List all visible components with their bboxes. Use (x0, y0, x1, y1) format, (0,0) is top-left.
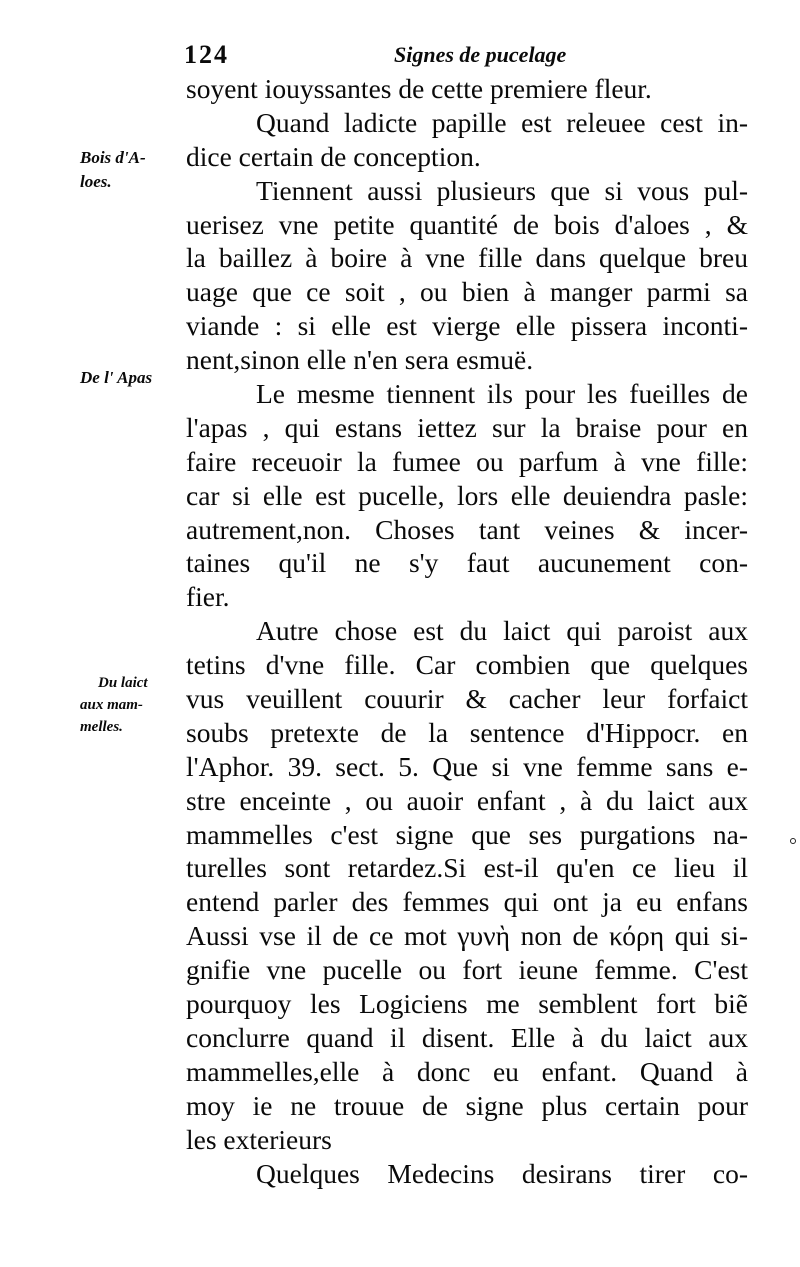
text-line: tetins d'vne fille. Car combien que quelques (186, 649, 748, 681)
text-line: vus veuillent couurir & cacher leur forfaict (186, 683, 748, 715)
text-line: Le mesme tiennent ils pour les fueilles de (256, 378, 748, 410)
text-line: autrement,non. Choses tant veines & incer- (186, 513, 748, 545)
text-line: pourquoy les Logiciens me semblent fort biẽ (186, 988, 748, 1020)
text-line: uerisez vne petite quantité de bois d'aloes , & (186, 208, 748, 240)
margin-note-line: Bois d'A- (80, 148, 146, 167)
text-line: moy ie ne trouue de signe plus certain pour (186, 1089, 748, 1121)
text-line: viande : si elle est vierge elle pissera inconti- (186, 310, 748, 342)
text-line: les exterieurs (186, 1123, 332, 1155)
text-line: dice certain de conception. (186, 140, 481, 172)
text-line: soubs pretexte de la sentence d'Hippocr. en (186, 716, 748, 748)
text-line: Aussi vse il de ce mot γυνὴ non de κόρη qui si- (186, 920, 748, 952)
text-line: car si elle est pucelle, lors elle deuiendra pasle: (186, 479, 748, 511)
paper-speck (790, 838, 796, 844)
text-line: taines qu'il ne s'y faut aucunement con- (186, 547, 748, 579)
text-line: stre enceinte , ou auoir enfant , à du laict aux (186, 784, 748, 816)
margin-note-line: melles. (80, 719, 123, 735)
margin-note-de-lapas (80, 366, 180, 390)
page-number: 124 (184, 40, 229, 69)
text-line: conclurre quand il disent. Elle à du laict aux (186, 1021, 748, 1053)
margin-note-line: De l' Apas (80, 368, 153, 387)
body-text (186, 72, 748, 1190)
text-line: fier. (186, 581, 230, 613)
text-line: Autre chose est du laict qui paroist aux (256, 615, 748, 647)
margin-note-line: loes. (80, 172, 112, 191)
text-line: turelles sont retardez.Si est-il qu'en ce lieu il (186, 852, 748, 884)
text-line: l'apas , qui estans iettez sur la braise pour en (186, 411, 748, 443)
text-line: gnifie vne pucelle ou fort ieune femme. C'est (186, 954, 748, 986)
text-line: soyent iouyssantes de cette premiere fleur. (186, 73, 652, 104)
text-line: Quand ladicte papille est releuee cest in- (256, 106, 748, 138)
text-line: nent,sinon elle n'en sera esmuë. (186, 344, 534, 376)
margin-note-du-laict (80, 672, 180, 738)
text-line: mammelles,elle à donc eu enfant. Quand à (186, 1055, 748, 1087)
text-line: uage que ce soit , ou bien à manger parmi sa (186, 276, 748, 308)
text-line: mammelles c'est signe que ses purgations na- (186, 818, 748, 850)
running-head (184, 40, 754, 74)
text-line: faire receuoir la fumee ou parfum à vne fille: (186, 445, 748, 477)
text-line: Tiennent aussi plusieurs que si vous pul- (256, 174, 748, 206)
text-line: la baillez à boire à vne fille dans quelque breu (186, 242, 748, 274)
text-line: l'Aphor. 39. sect. 5. Que si vne femme sans e- (186, 750, 748, 782)
margin-note-bois-daloes (80, 146, 180, 194)
margin-note-line: aux mam- (80, 697, 143, 713)
running-title: Signes de pucelage (394, 42, 567, 67)
text-line: Quelques Medecins desirans tirer co- (256, 1157, 748, 1189)
margin-note-line: Du laict (98, 675, 148, 691)
text-line: entend parler des femmes qui ont ja eu enfans (186, 886, 748, 918)
